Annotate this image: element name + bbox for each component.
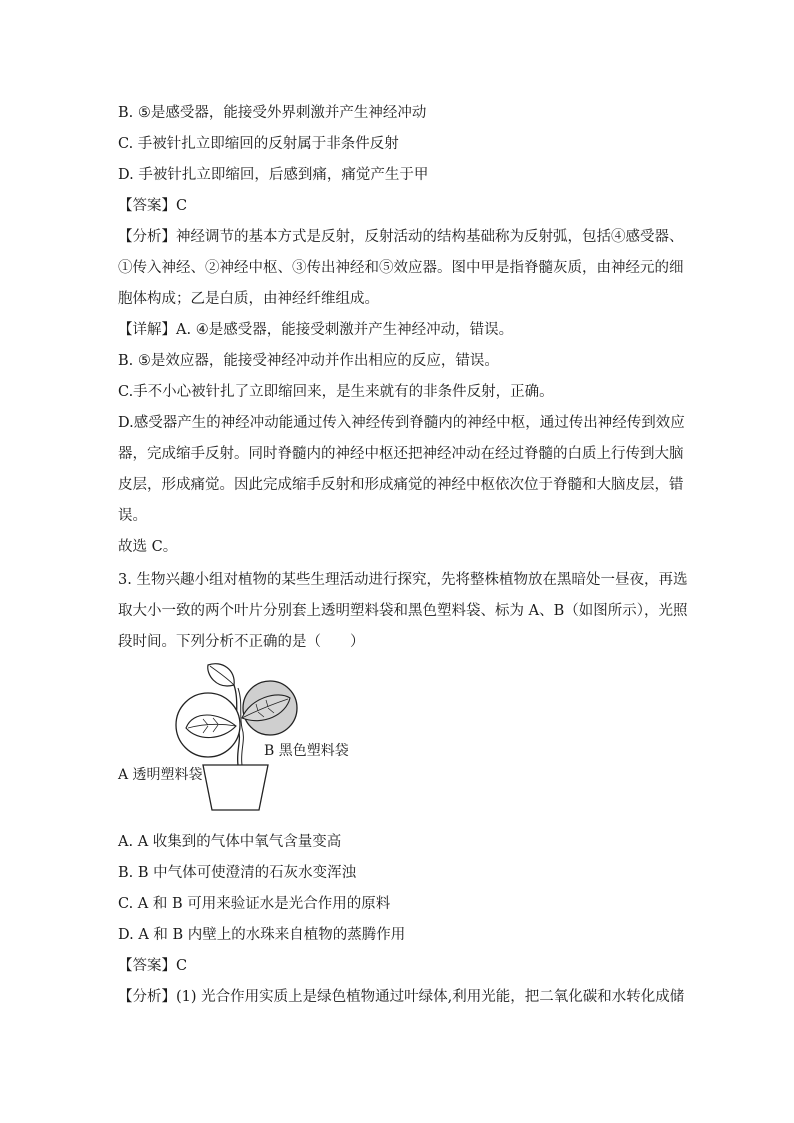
option-d-line: D. 手被针扎立即缩回，后感到痛，痛觉产生于甲 <box>118 167 429 183</box>
label-b: B 黑色塑料袋 <box>264 743 349 759</box>
option-d: D. A 和 B 内壁上的水珠来自植物的蒸腾作用 <box>118 927 406 943</box>
analysis-line-2: ①传入神经、②神经中枢、③传出神经和⑤效应器。图中甲是指脊髓灰质，由神经元的细 <box>118 260 684 276</box>
detail-line-d4: 误。 <box>118 508 147 524</box>
option-c: C. A 和 B 可用来验证水是光合作用的原料 <box>118 896 391 912</box>
detail-line-b: B. ⑤是效应器，能接受神经冲动并作出相应的反应，错误。 <box>118 353 499 369</box>
option-a: A. A 收集到的气体中氧气含量变高 <box>118 834 342 850</box>
question-3-line-3: 段时间。下列分析不正确的是（ ） <box>118 634 365 650</box>
answer-2-line: 【答案】C <box>118 958 188 974</box>
analysis-line-1: 【分析】神经调节的基本方式是反射，反射活动的结构基础称为反射弧，包括④感受器、 <box>118 229 684 245</box>
analysis-line-3: 胞体构成；乙是白质，由神经纤维组成。 <box>118 291 379 307</box>
option-c-line: C. 手被针扎立即缩回的反射属于非条件反射 <box>118 136 399 152</box>
option-b-line: B. ⑤是感受器，能接受外界刺激并产生神经冲动 <box>118 105 427 121</box>
detail-line-c: C.手不小心被针扎了立即缩回来，是生来就有的非条件反射，正确。 <box>118 384 554 400</box>
option-b: B. B 中气体可使澄清的石灰水变浑浊 <box>118 865 357 881</box>
answer-line: 【答案】C <box>118 198 188 214</box>
detail-line-d1: D.感受器产生的神经冲动能通过传入神经传到脊髓内的神经中枢，通过传出神经传到效应 <box>118 415 685 431</box>
question-3-line-1: 3. 生物兴趣小组对植物的某些生理活动进行探究，先将整株植物放在黑暗处一昼夜，再选 <box>118 572 688 588</box>
detail-line-a: 【详解】A. ④是感受器，能接受刺激并产生神经冲动，错误。 <box>118 322 514 338</box>
flower-pot <box>203 765 268 810</box>
detail-line-d2: 器，完成缩手反射。同时脊髓内的神经中枢还把神经冲动在经过脊髓的白质上行传到大脑 <box>118 446 684 462</box>
question-3-line-2: 取大小一致的两个叶片分别套上透明塑料袋和黑色塑料袋、标为 A、B（如图所示），光照 <box>118 603 688 619</box>
plant-figure <box>118 660 378 820</box>
analysis-2-line: 【分析】(1) 光合作用实质上是绿色植物通过叶绿体,利用光能，把二氧化碳和水转化成储 <box>118 989 685 1005</box>
conclusion-line: 故选 C。 <box>118 539 178 555</box>
label-a: A 透明塑料袋 <box>118 767 203 783</box>
detail-line-d3: 皮层，形成痛觉。因此完成缩手反射和形成痛觉的神经中枢依次位于脊髓和大脑皮层，错 <box>118 477 684 493</box>
